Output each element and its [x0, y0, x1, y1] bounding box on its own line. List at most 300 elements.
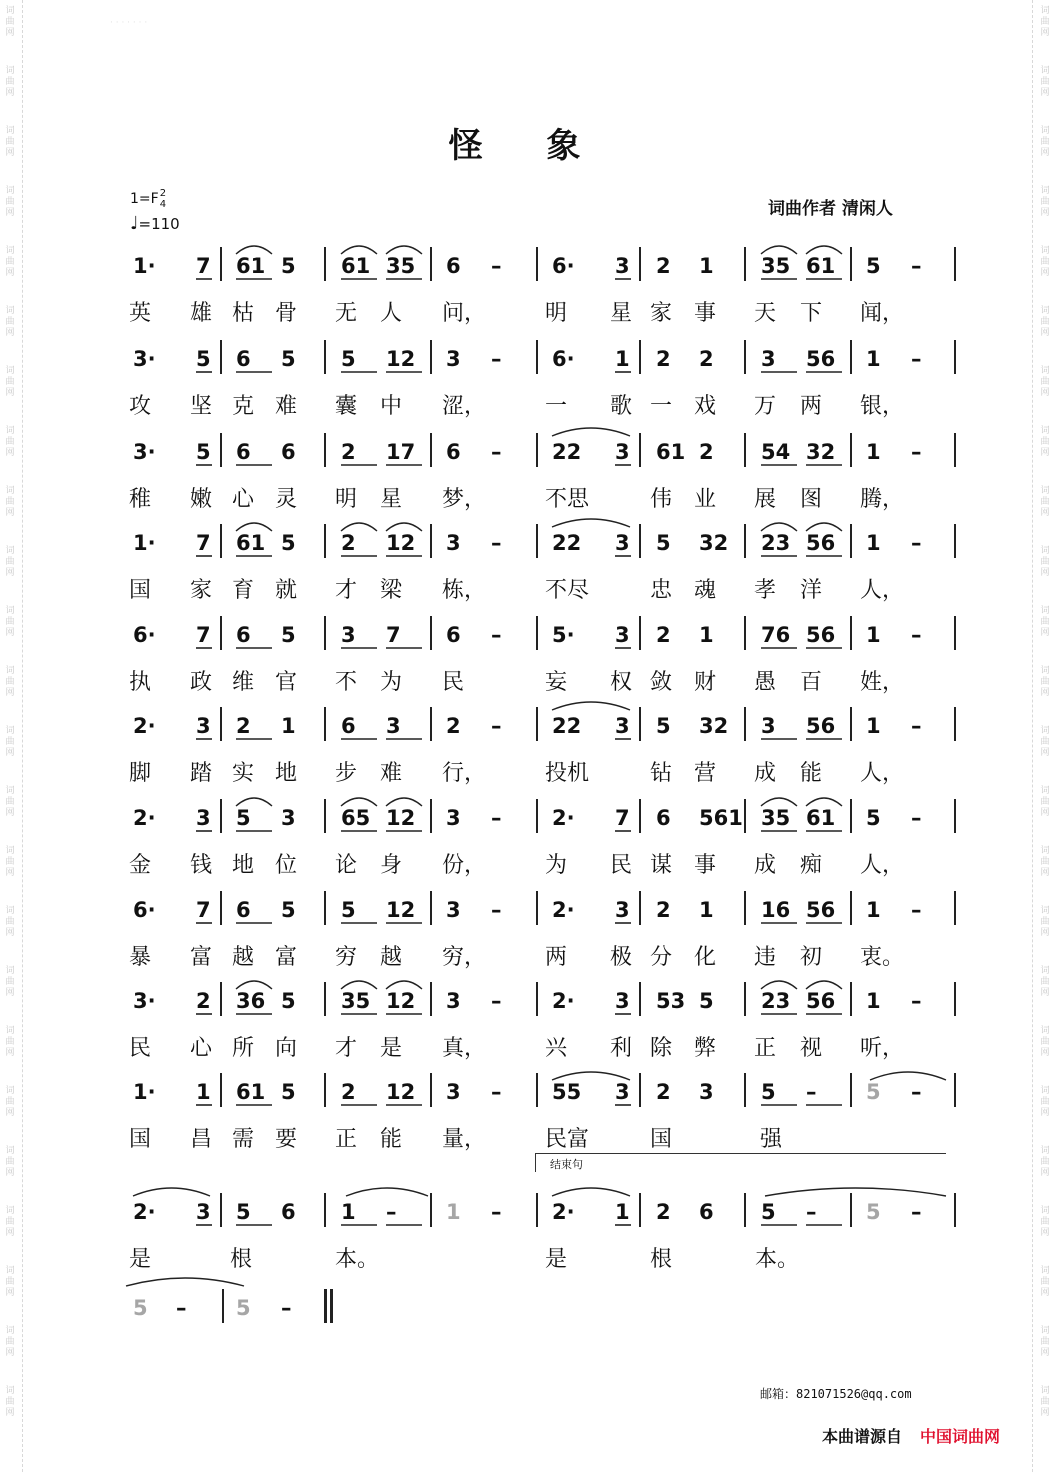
note-token: 32	[699, 714, 729, 738]
barline	[850, 1193, 852, 1227]
note-token: –	[911, 254, 922, 278]
lyrics-line	[0, 1031, 1055, 1061]
watermark-text: 词 曲 网	[5, 1206, 15, 1238]
note-token: 2·	[133, 1200, 156, 1224]
note-token: 6	[656, 806, 671, 830]
barline	[536, 433, 538, 467]
lyric-char: 步	[335, 761, 358, 786]
lyric-char: 人	[380, 301, 403, 326]
note-token: 3	[446, 1080, 461, 1104]
lyric-char: 是	[545, 1247, 568, 1272]
note-token: 2·	[552, 989, 575, 1013]
lyric-char: 向	[275, 1036, 298, 1061]
note-token: 2·	[133, 714, 156, 738]
barline	[639, 799, 641, 833]
watermark-text: 词 曲 网	[1040, 426, 1050, 458]
notes-line	[0, 894, 1055, 934]
lyric-char: 稚	[129, 487, 152, 512]
lyrics-line	[0, 296, 1055, 326]
note-token: 7	[196, 623, 211, 647]
lyric-char: 钻	[650, 761, 673, 786]
lyric-char: 政	[190, 670, 213, 695]
note-token: 56	[806, 623, 836, 647]
lyric-char: 视	[800, 1036, 823, 1061]
note-token: –	[911, 1200, 922, 1224]
note-token: 6	[281, 1200, 296, 1224]
contact-email: 邮箱：821071526@qq.com	[760, 1387, 912, 1401]
notes-line	[0, 527, 1055, 567]
barline	[430, 799, 432, 833]
barline	[536, 1193, 538, 1227]
lyric-char: 百	[800, 670, 823, 695]
lyric-char: 民	[610, 853, 633, 878]
lyric-char: 穷	[335, 945, 358, 970]
note-token: 5	[656, 531, 671, 555]
barline	[850, 340, 852, 374]
barline	[744, 1193, 746, 1227]
watermark-text: 词 曲 网	[5, 966, 15, 998]
score-line	[0, 802, 1055, 892]
note-token: 23	[761, 989, 791, 1013]
lyric-char: 官	[275, 670, 298, 695]
watermark-text: 词 曲 网	[1040, 1206, 1050, 1238]
note-token: 3	[615, 1080, 630, 1104]
lyrics-line	[0, 1122, 1055, 1152]
watermark-text: 词 曲 网	[5, 6, 15, 38]
note-token: 5	[281, 254, 296, 278]
lyric-char: 妄	[545, 670, 568, 695]
watermark-text: 词 曲 网	[5, 486, 15, 518]
note-token: 3	[196, 714, 211, 738]
watermark-text: 词 曲 网	[5, 306, 15, 338]
lyric-char: 才	[335, 578, 358, 603]
barline	[220, 891, 222, 925]
barline	[954, 1073, 956, 1107]
note-token: 7	[615, 806, 630, 830]
note-token: 1	[699, 898, 714, 922]
watermark-text: 词 曲 网	[5, 1026, 15, 1058]
watermark-text: 词 曲 网	[1040, 1086, 1050, 1118]
lyric-char: 洋	[800, 578, 823, 603]
note-token: 2	[341, 531, 356, 555]
note-token: 5	[236, 1296, 251, 1320]
lyric-char: 维	[232, 670, 255, 695]
note-token: –	[491, 623, 502, 647]
lyric-char: 越	[380, 945, 403, 970]
lyric-char: 化	[694, 945, 717, 970]
note-token: 6	[446, 254, 461, 278]
note-token: 3·	[133, 989, 156, 1013]
watermark-text: 词 曲 网	[1040, 366, 1050, 398]
barline	[639, 707, 641, 741]
lyric-char: 能	[380, 1127, 403, 1152]
note-token: 2·	[552, 898, 575, 922]
lyric-char: 金	[129, 853, 152, 878]
lyric-char: 攻	[129, 394, 152, 419]
note-token: 56	[806, 347, 836, 371]
barline	[744, 799, 746, 833]
notes-line	[0, 1076, 1055, 1116]
watermark-text: 词 曲 网	[5, 1326, 15, 1358]
lyric-char: 民	[129, 1036, 152, 1061]
note-token: 3	[446, 531, 461, 555]
note-token: 35	[761, 806, 791, 830]
barline	[430, 1193, 432, 1227]
barline	[639, 247, 641, 281]
lyrics-line	[0, 1242, 1055, 1272]
lyric-char: 歌	[610, 394, 633, 419]
barline	[324, 340, 326, 374]
quarter-note-icon: ♩	[130, 213, 139, 234]
barline	[220, 1193, 222, 1227]
note-token: 6	[699, 1200, 714, 1224]
barline	[220, 433, 222, 467]
note-token: 6	[236, 440, 251, 464]
watermark-text: 词 曲 网	[1040, 1026, 1050, 1058]
barline	[324, 982, 326, 1016]
notes-line	[0, 619, 1055, 659]
lyric-char: 枯	[232, 301, 255, 326]
note-token: 5	[866, 1200, 881, 1224]
barline	[430, 1073, 432, 1107]
note-token: 6	[236, 898, 251, 922]
note-token: –	[491, 1200, 502, 1224]
barline	[954, 247, 956, 281]
note-token: –	[281, 1296, 292, 1320]
watermark-text: 词 曲 网	[1040, 66, 1050, 98]
note-token: 3	[446, 898, 461, 922]
note-token: 22	[552, 714, 582, 738]
lyric-char: 国	[650, 1127, 673, 1152]
score-line	[0, 1292, 1055, 1382]
note-token: 3	[281, 806, 296, 830]
lyric-char: 量，	[442, 1127, 487, 1152]
note-token: 7	[386, 623, 401, 647]
lyric-char: 星	[380, 487, 403, 512]
lyric-char: 财	[694, 670, 717, 695]
note-token: –	[491, 254, 502, 278]
note-token: 61	[806, 806, 836, 830]
note-token: 5	[866, 806, 881, 830]
barline	[744, 340, 746, 374]
lyric-char: 穷，	[442, 945, 487, 970]
barline	[850, 433, 852, 467]
note-token: 56	[806, 898, 836, 922]
lyric-char: 灵	[275, 487, 298, 512]
lyric-char: 不尽	[545, 578, 590, 603]
lyric-char: 业	[694, 487, 717, 512]
note-token: 32	[699, 531, 729, 555]
lyric-char: 银，	[860, 394, 905, 419]
watermark-text: 词 曲 网	[1040, 1146, 1050, 1178]
lyric-char: 真，	[442, 1036, 487, 1061]
note-token: 5·	[552, 623, 575, 647]
lyric-char: 忠	[650, 578, 673, 603]
lyric-char: 为	[380, 670, 403, 695]
note-token: 56	[806, 714, 836, 738]
lyric-char: 英	[129, 301, 152, 326]
barline	[220, 1073, 222, 1107]
lyric-char: 天	[754, 301, 777, 326]
note-token: 5	[866, 1080, 881, 1104]
note-token: 3	[615, 989, 630, 1013]
note-token: –	[491, 898, 502, 922]
notes-line	[0, 1292, 1055, 1332]
lyric-char: 是	[129, 1247, 152, 1272]
note-token: 3	[615, 714, 630, 738]
barline	[639, 1073, 641, 1107]
note-token: 2	[341, 1080, 356, 1104]
barline	[954, 524, 956, 558]
lyric-char: 下	[800, 301, 823, 326]
note-token: 3	[615, 531, 630, 555]
note-token: 1	[866, 714, 881, 738]
note-token: 35	[386, 254, 416, 278]
note-token: 61	[341, 254, 371, 278]
watermark-text: 词 曲 网	[5, 186, 15, 218]
barline	[220, 247, 222, 281]
lyrics-line	[0, 1338, 1055, 1368]
note-token: 6·	[552, 347, 575, 371]
source-label: 本曲谱源自	[822, 1427, 903, 1446]
top-faint-mark: · · · · · · ·	[110, 18, 148, 28]
note-token: 1	[866, 989, 881, 1013]
lyrics-line	[0, 665, 1055, 695]
note-token: 2	[656, 1200, 671, 1224]
note-token: 3·	[133, 440, 156, 464]
note-token: 1	[615, 1200, 630, 1224]
barline	[850, 707, 852, 741]
barline	[744, 1073, 746, 1107]
lyric-char: 育	[232, 578, 255, 603]
lyric-char: 需	[232, 1127, 255, 1152]
barline	[536, 247, 538, 281]
note-token: 5	[656, 714, 671, 738]
lyric-char: 富	[190, 945, 213, 970]
note-token: 5	[341, 347, 356, 371]
lyric-char: 谋	[650, 853, 673, 878]
score-line	[0, 985, 1055, 1075]
note-token: 1	[699, 254, 714, 278]
lyric-char: 营	[694, 761, 717, 786]
lyric-char: 骨	[275, 301, 298, 326]
lyric-char: 是	[380, 1036, 403, 1061]
watermark-text: 词 曲 网	[1040, 246, 1050, 278]
key-main: 1=F	[130, 191, 159, 207]
watermark-text: 词 曲 网	[1040, 546, 1050, 578]
barline	[324, 524, 326, 558]
note-token: 35	[341, 989, 371, 1013]
note-token: 32	[806, 440, 836, 464]
barline	[639, 524, 641, 558]
lyrics-line	[0, 389, 1055, 419]
lyric-char: 伟	[650, 487, 673, 512]
barline	[639, 616, 641, 650]
note-token: –	[176, 1296, 187, 1320]
lyric-char: 梦，	[442, 487, 487, 512]
barline	[536, 982, 538, 1016]
lyric-char: 才	[335, 1036, 358, 1061]
lyric-char: 家	[190, 578, 213, 603]
time-bottom: 4	[159, 199, 167, 210]
score-line	[0, 710, 1055, 800]
barline	[850, 247, 852, 281]
source-credit	[822, 1424, 1000, 1447]
time-signature	[160, 188, 166, 210]
note-token: 1	[281, 714, 296, 738]
source-site[interactable]: 中国词曲网	[920, 1427, 1001, 1446]
barline	[536, 524, 538, 558]
lyric-char: 戏	[694, 394, 717, 419]
barline	[220, 524, 222, 558]
note-token: 7	[196, 898, 211, 922]
note-token: 5	[341, 898, 356, 922]
barline	[430, 707, 432, 741]
lyric-char: 能	[800, 761, 823, 786]
note-token: –	[911, 898, 922, 922]
watermark-text: 词 曲 网	[1040, 966, 1050, 998]
lyric-char: 成	[754, 761, 777, 786]
note-token: –	[911, 806, 922, 830]
note-token: 1	[866, 898, 881, 922]
lyric-char: 除	[650, 1036, 673, 1061]
lyric-char: 不思	[545, 487, 590, 512]
lyric-char: 越	[232, 945, 255, 970]
lyric-char: 地	[232, 853, 255, 878]
watermark-text: 词 曲 网	[5, 546, 15, 578]
tempo-mark	[130, 213, 180, 234]
note-token: 2·	[552, 806, 575, 830]
barline	[850, 1073, 852, 1107]
note-token: –	[911, 1080, 922, 1104]
note-token: 53	[656, 989, 686, 1013]
watermark-text: 词 曲 网	[1040, 1326, 1050, 1358]
lyric-char: 一	[545, 394, 568, 419]
lyric-char: 要	[275, 1127, 298, 1152]
watermark-text: 词 曲 网	[1040, 726, 1050, 758]
lyric-char: 腾，	[860, 487, 905, 512]
barline	[430, 524, 432, 558]
note-token: –	[911, 714, 922, 738]
barline	[324, 1193, 326, 1227]
score-line	[0, 527, 1055, 617]
note-token: 2	[656, 623, 671, 647]
watermark-text: 词 曲 网	[1040, 186, 1050, 218]
barline	[536, 616, 538, 650]
lyric-char: 身	[380, 853, 403, 878]
lyric-char: 明	[335, 487, 358, 512]
lyric-char: 权	[610, 670, 633, 695]
note-token: –	[491, 989, 502, 1013]
lyrics-line	[0, 756, 1055, 786]
lyric-char: 衷。	[860, 945, 905, 970]
note-token: 6·	[133, 898, 156, 922]
barline	[744, 707, 746, 741]
note-token: 5	[133, 1296, 148, 1320]
lyrics-line	[0, 573, 1055, 603]
notes-line	[0, 710, 1055, 750]
notes-line	[0, 343, 1055, 383]
tempo-value: =110	[138, 215, 180, 233]
note-token: 6·	[133, 623, 156, 647]
note-token: 2·	[552, 1200, 575, 1224]
note-token: 5	[281, 1080, 296, 1104]
barline	[954, 433, 956, 467]
lyric-char: 痴	[800, 853, 823, 878]
note-token: –	[911, 347, 922, 371]
lyric-char: 中	[380, 394, 403, 419]
note-token: 1·	[133, 1080, 156, 1104]
note-token: 2	[236, 714, 251, 738]
note-token: –	[491, 347, 502, 371]
barline	[850, 982, 852, 1016]
notes-line	[0, 985, 1055, 1025]
lyric-char: 根	[650, 1247, 673, 1272]
lyric-char: 明	[545, 301, 568, 326]
final-barline	[330, 1289, 333, 1323]
notes-line	[0, 802, 1055, 842]
barline	[954, 891, 956, 925]
note-token: 16	[761, 898, 791, 922]
note-token: 6	[446, 623, 461, 647]
score-line	[0, 1196, 1055, 1286]
note-token: 3	[761, 714, 776, 738]
lyric-char: 弊	[694, 1036, 717, 1061]
barline	[639, 340, 641, 374]
lyric-char: 违	[754, 945, 777, 970]
watermark-text: 词 曲 网	[5, 846, 15, 878]
note-token: 6	[281, 440, 296, 464]
note-token: 65	[341, 806, 371, 830]
lyric-char: 行，	[442, 761, 487, 786]
note-token: 5	[236, 806, 251, 830]
watermark-text: 词 曲 网	[5, 1146, 15, 1178]
score-line	[0, 250, 1055, 340]
barline	[744, 891, 746, 925]
note-token: 2	[656, 898, 671, 922]
note-token: 5	[761, 1200, 776, 1224]
note-token: 61	[806, 254, 836, 278]
barline	[639, 982, 641, 1016]
lyric-char: 心	[190, 1036, 213, 1061]
note-token: 3	[761, 347, 776, 371]
lyric-char: 梁	[380, 578, 403, 603]
lyric-char: 魂	[694, 578, 717, 603]
watermark-text: 词 曲 网	[5, 246, 15, 278]
lyric-char: 国	[129, 1127, 152, 1152]
note-token: 5	[281, 989, 296, 1013]
note-token: 3	[615, 898, 630, 922]
note-token: 1	[866, 440, 881, 464]
barline	[954, 799, 956, 833]
watermark-text: 词 曲 网	[1040, 1386, 1050, 1418]
notes-line	[0, 250, 1055, 290]
lyric-char: 两	[545, 945, 568, 970]
barline	[430, 433, 432, 467]
note-token: 12	[386, 347, 416, 371]
lyric-char: 本。	[335, 1247, 380, 1272]
watermark-text: 词 曲 网	[5, 906, 15, 938]
lyric-char: 家	[650, 301, 673, 326]
lyric-char: 位	[275, 853, 298, 878]
note-token: 5	[866, 254, 881, 278]
note-token: –	[491, 440, 502, 464]
lyric-char: 民富	[545, 1127, 590, 1152]
note-token: 1	[699, 623, 714, 647]
note-token: 2	[341, 440, 356, 464]
barline	[850, 891, 852, 925]
note-token: –	[491, 714, 502, 738]
